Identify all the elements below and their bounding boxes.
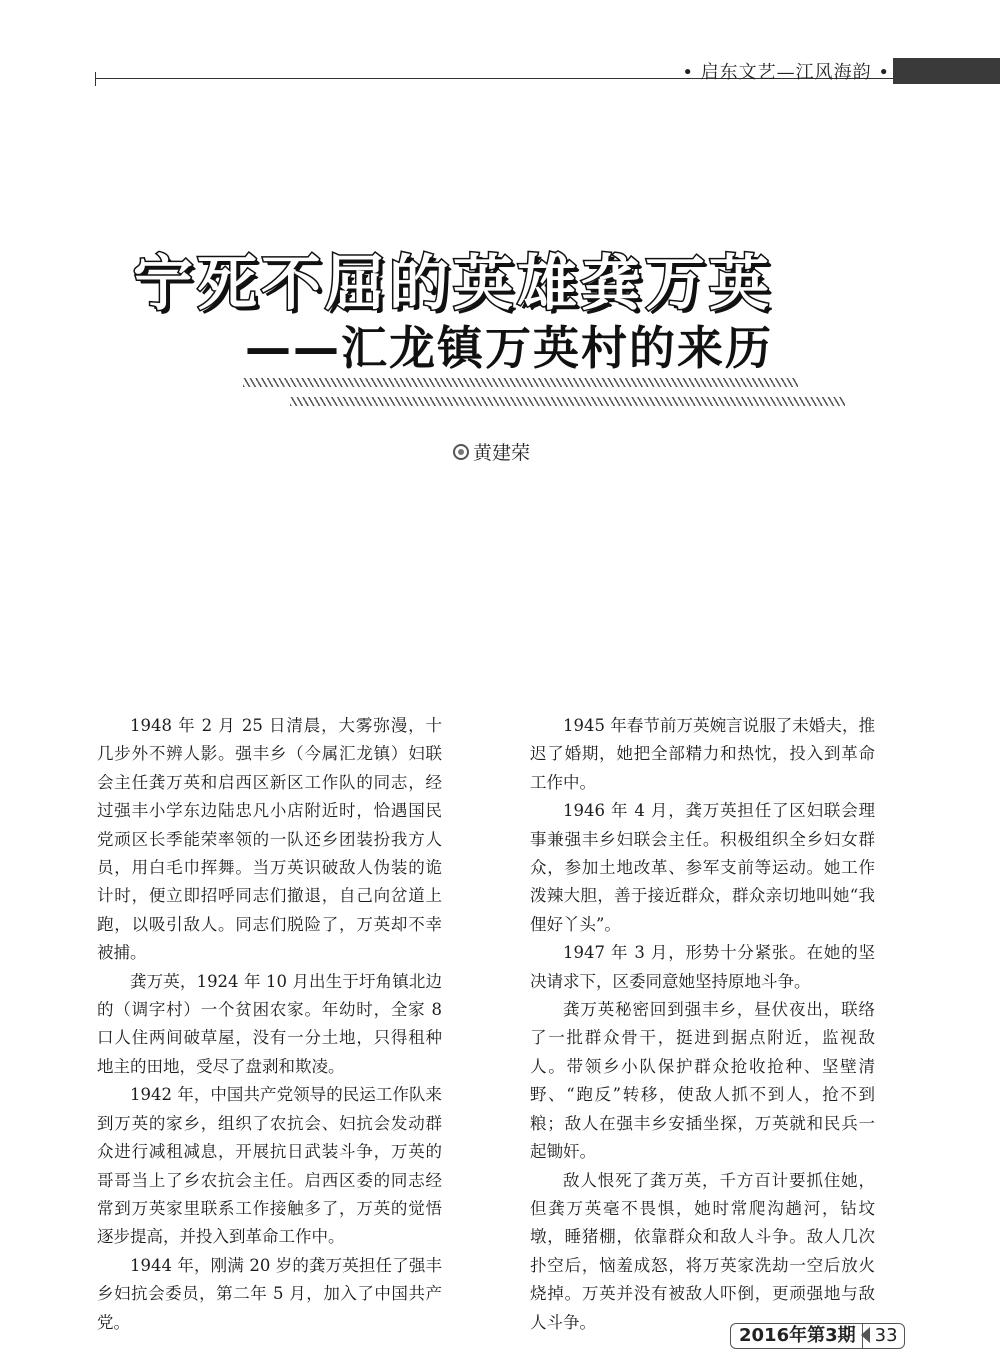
article-subtitle: ——汇龙镇万英村的来历 [245, 321, 773, 375]
paragraph: 龚万英秘密回到强丰乡，昼伏夜出，联络了一批群众骨干，挺进到据点附近，监视敌人。带领乡小队保护群众抢收抢种、坚壁清野、“跑反”转移，使敌人抓不到人，抢不到粮；敌人在强丰乡安插坐探，万英就和民兵一起锄奸。 [530, 1000, 875, 1162]
page-number: 33 [862, 1323, 905, 1349]
section-header: • 启东文艺—江风海韵 • [682, 62, 890, 83]
paragraph: 1945 年春节前万英婉言说服了未婚夫，推迟了婚期，她把全部精力和热忱，投入到革命工作中。 [530, 716, 875, 792]
paragraph: 1946 年 4 月，龚万英担任了区妇联会理事兼强丰乡妇联会主任。积极组织全乡妇女群众，参加土地改革、参军支前等运动。她工作泼辣大胆，善于接近群众，群众亲切地叫她“我俚好丫头”。 [530, 801, 875, 934]
byline-circle-icon [453, 444, 469, 460]
paragraph: 1942 年，中国共产党领导的民运工作队来到万英的家乡，组织了农抗会、妇抗会发动群众进行减租减息，开展抗日武装斗争，万英的哥哥当上了乡农抗会主任。启西区委的同志经常到万英家里联系工作接触多了，万英的觉悟逐步提高，并投入到革命工作中。 [97, 1085, 442, 1247]
title-hatch-rule-2 [290, 397, 845, 406]
header-bar [893, 58, 1000, 84]
left-column [97, 712, 442, 1337]
title-hatch-rule-1 [243, 378, 798, 387]
paragraph: 1944 年，刚满 20 岁的龚万英担任了强丰乡妇抗会委员，第二年 5 月，加入了中国共产党。 [97, 1255, 442, 1332]
issue-label: 2016年第3期 [730, 1323, 862, 1349]
article-title: 宁死不屈的英雄龚万英 [133, 249, 773, 319]
right-column [530, 712, 875, 1337]
page-footer [730, 1323, 898, 1349]
paragraph: 敌人恨死了龚万英，千方百计要抓住她，但龚万英毫不畏惧，她时常爬沟趟河，钻坟墩，睡猪棚，依靠群众和敌人斗争。敌人几次扑空后，恼羞成怒，将万英家洗劫一空后放火烧掉。万英并没有被敌人吓倒，更顽强地与敌人斗争。 [530, 1170, 875, 1332]
paragraph: 1948 年 2 月 25 日清晨，大雾弥漫，十几步外不辨人影。强丰乡（今属汇龙镇）妇联会主任龚万英和启西区新区工作队的同志，经过强丰小学东边陆忠凡小店附近时，恰遇国民党顽区长季能荣率领的一队还乡团装扮我方人员，用白毛巾挥舞。当万英识破敌人伪装的诡计时，便立即招呼同志们撤退，自己向岔道上跑，以吸引敌人。同志们脱险了，万英却不幸被捕。 [97, 716, 442, 963]
header-tick [95, 72, 96, 86]
paragraph: 龚万英，1924 年 10 月出生于圩角镇北边的（调字村）一个贫困农家。年幼时，全家 8 口人住两间破草屋，没有一分土地，只得租种地主的田地，受尽了盘剥和欺凌。 [97, 971, 442, 1076]
author-byline [453, 438, 530, 465]
author-name: 黄建荣 [473, 442, 531, 464]
paragraph: 1947 年 3 月，形势十分紧张。在她的坚决请求下，区委同意她坚持原地斗争。 [530, 943, 875, 991]
